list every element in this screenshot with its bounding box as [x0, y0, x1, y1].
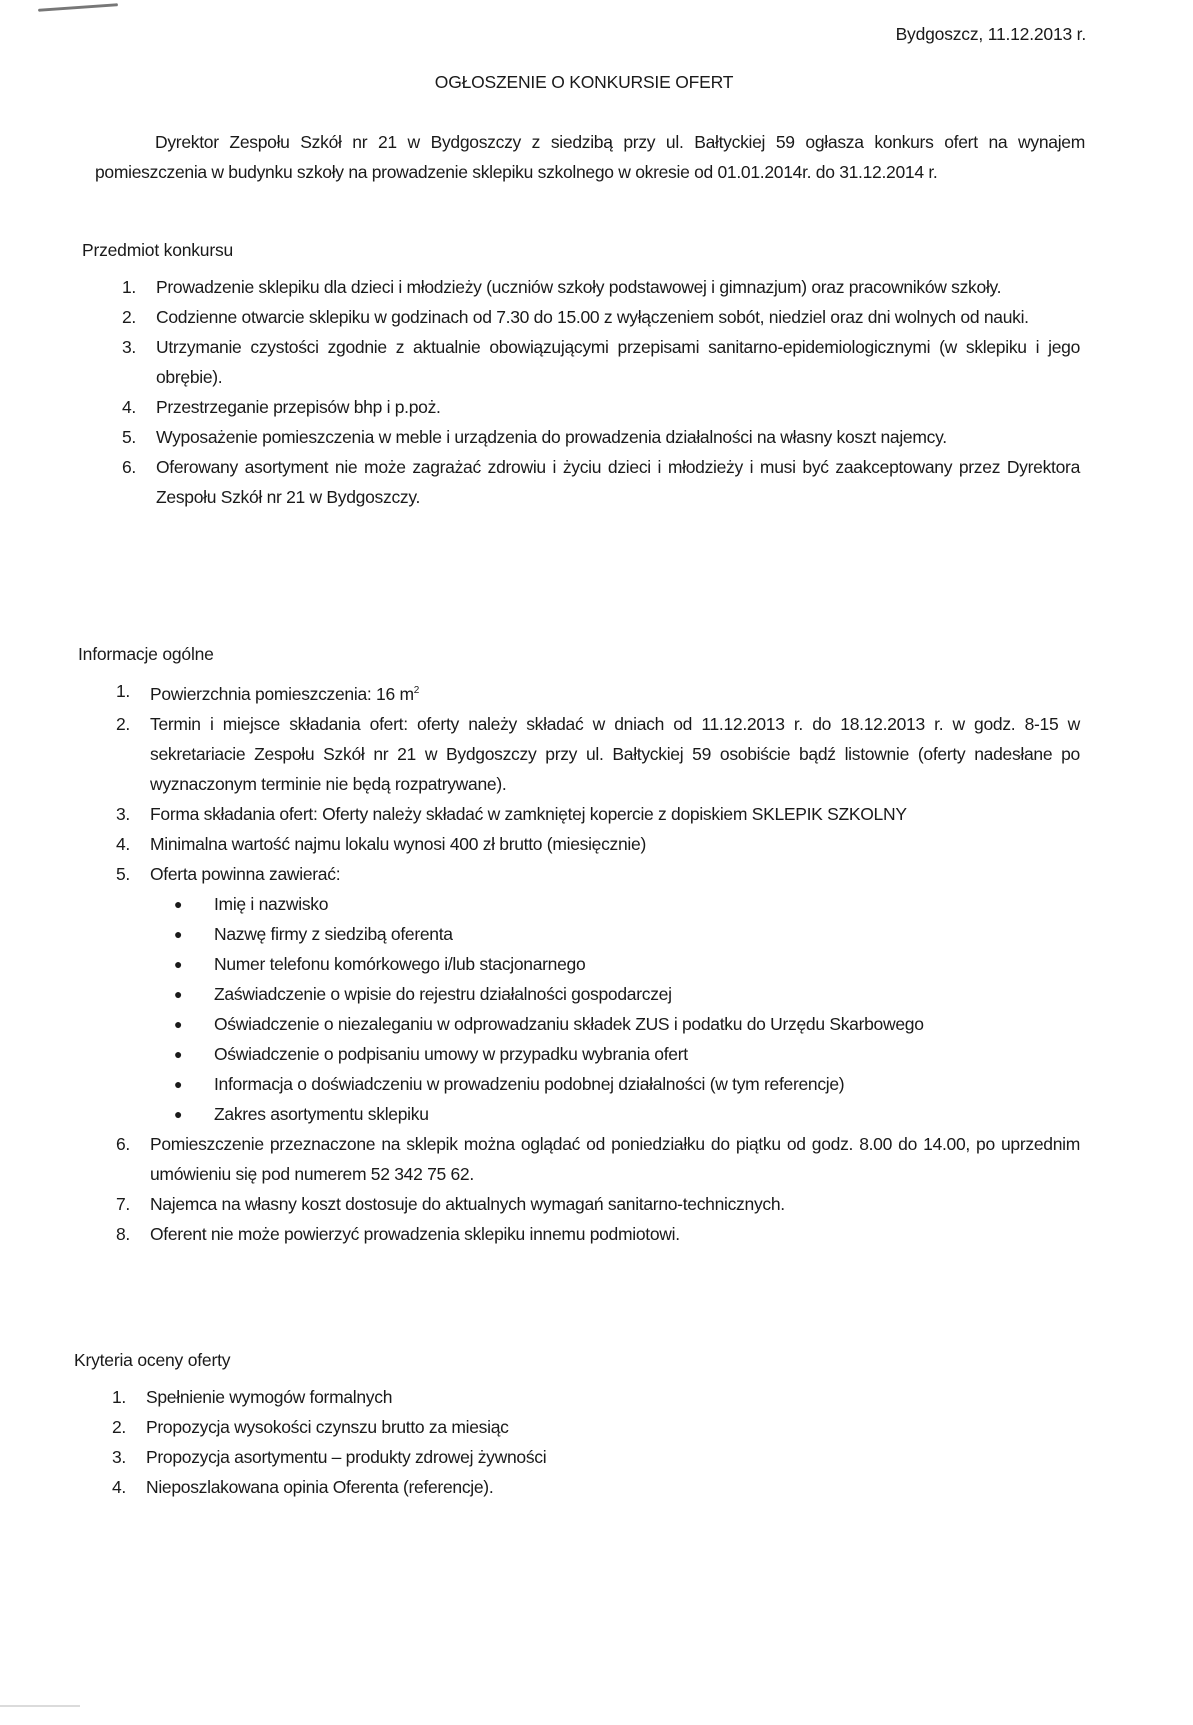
item-number: 6.	[122, 457, 136, 477]
scan-artifact-mark	[38, 3, 118, 12]
section-heading-subject: Przedmiot konkursu	[82, 240, 234, 260]
bullet-list	[174, 889, 1080, 1129]
list-item	[112, 1442, 1012, 1472]
bullet-item	[174, 979, 1080, 1009]
item-text: Prowadzenie sklepiku dla dzieci i młodzieży (uczniów szkoły podstawowej i gimnazjum) oraz pracowników szkoły.	[156, 277, 1002, 297]
bullet-text: Nazwę firmy z siedzibą oferenta	[214, 923, 453, 944]
bullet-text: Oświadczenie o podpisaniu umowy w przypadku wybrania ofert	[214, 1043, 688, 1064]
list-item	[122, 392, 1080, 422]
general-info-list	[116, 676, 1080, 1249]
section-heading-criteria: Kryteria oceny oferty	[74, 1350, 231, 1370]
list-item	[116, 709, 1080, 799]
scan-artifact-mark-bottom	[0, 1705, 80, 1707]
list-item	[112, 1472, 1012, 1502]
item-text: Forma składania ofert: Oferty należy składać w zamkniętej kopercie z dopiskiem SKLEPIK SZKOLNY	[150, 803, 907, 824]
item-text: Nieposzlakowana opinia Oferenta (referencje).	[146, 1477, 494, 1497]
bullet-icon: ●	[174, 985, 183, 1002]
bullet-icon: ●	[174, 1105, 183, 1122]
item-text: Spełnienie wymogów formalnych	[146, 1387, 393, 1407]
item-text: Powierzchnia pomieszczenia: 16 m	[150, 683, 414, 704]
item-text: Oferowany asortyment nie może zagrażać zdrowiu i życiu dzieci i młodzieży i musi być zaakceptowany przez Dyrektora Zespołu Szkół nr 21 w Bydgoszczy.	[156, 457, 1080, 507]
list-item	[112, 1382, 1012, 1412]
item-text: Przestrzeganie przepisów bhp i p.poż.	[156, 397, 441, 417]
item-number: 3.	[116, 803, 130, 824]
item-text: Oferta powinna zawierać:	[150, 863, 341, 884]
bullet-text: Informacja o doświadczeniu w prowadzeniu podobnej działalności (w tym referencje)	[214, 1073, 845, 1094]
bullet-icon: ●	[174, 925, 183, 942]
item-number: 1.	[122, 277, 136, 297]
item-text: Wyposażenie pomieszczenia w meble i urządzenia do prowadzenia działalności na własny koszt najemcy.	[156, 427, 947, 447]
item-number: 2.	[112, 1417, 126, 1437]
item-text: Propozycja wysokości czynszu brutto za miesiąc	[146, 1417, 509, 1437]
list-item	[122, 302, 1080, 332]
bullet-text: Zaświadczenie o wpisie do rejestru działalności gospodarczej	[214, 983, 672, 1004]
list-item	[116, 1129, 1080, 1189]
criteria-list	[112, 1382, 1012, 1502]
superscript: 2	[413, 685, 419, 696]
item-number: 4.	[122, 397, 136, 417]
intro-paragraph	[95, 127, 1085, 187]
list-item	[122, 272, 1080, 302]
item-text: Propozycja asortymentu – produkty zdrowej żywności	[146, 1447, 547, 1467]
bullet-icon: ●	[174, 1075, 183, 1092]
item-text: Pomieszczenie przeznaczone na sklepik można oglądać od poniedziałku do piątku od godz. 8.00 do 14.00, po uprzednim umówieniu się pod numerem 52 342 75 62.	[150, 1133, 1080, 1184]
place-date: Bydgoszcz, 11.12.2013 r.	[895, 24, 1086, 44]
bullet-item	[174, 1009, 1080, 1039]
list-item	[122, 332, 1080, 392]
bullet-item	[174, 1099, 1080, 1129]
bullet-text: Zakres asortymentu sklepiku	[214, 1103, 429, 1124]
list-item	[116, 676, 1080, 709]
bullet-icon: ●	[174, 1015, 183, 1032]
bullet-item	[174, 1039, 1080, 1069]
item-number: 8.	[116, 1223, 130, 1244]
item-text: Codzienne otwarcie sklepiku w godzinach od 7.30 do 15.00 z wyłączeniem sobót, niedziel oraz dni wolnych od nauki.	[156, 307, 1029, 327]
item-number: 4.	[112, 1477, 126, 1497]
item-number: 2.	[122, 307, 136, 327]
subject-list	[122, 272, 1080, 512]
bullet-item	[174, 919, 1080, 949]
list-item	[116, 859, 1080, 1129]
bullet-item	[174, 1069, 1080, 1099]
bullet-icon: ●	[174, 955, 183, 972]
bullet-item	[174, 949, 1080, 979]
item-number: 5.	[122, 427, 136, 447]
item-number: 1.	[116, 681, 130, 701]
intro-text: Dyrektor Zespołu Szkół nr 21 w Bydgoszczy z siedzibą przy ul. Bałtyckiej 59 ogłasza konkurs ofert na wynajem pomieszczenia w budynku szkoły na prowadzenie sklepiku szkolnego w okresie od 01.01.2014r. do 31.12.2014 r.	[95, 132, 1085, 182]
bullet-text: Oświadczenie o niezaleganiu w odprowadzaniu składek ZUS i podatku do Urzędu Skarbowego	[214, 1013, 924, 1034]
item-number: 3.	[122, 337, 136, 357]
item-text: Najemca na własny koszt dostosuje do aktualnych wymagań sanitarno-technicznych.	[150, 1193, 785, 1214]
item-text: Minimalna wartość najmu lokalu wynosi 400 zł brutto (miesięcznie)	[150, 833, 646, 854]
list-item	[112, 1412, 1012, 1442]
bullet-text: Imię i nazwisko	[214, 893, 329, 914]
item-number: 5.	[116, 863, 130, 884]
item-number: 1.	[112, 1387, 126, 1407]
item-number: 3.	[112, 1447, 126, 1467]
list-item	[116, 1189, 1080, 1219]
item-number: 6.	[116, 1133, 130, 1154]
list-item	[122, 452, 1080, 512]
bullet-text: Numer telefonu komórkowego i/lub stacjonarnego	[214, 953, 586, 974]
section-heading-general: Informacje ogólne	[78, 644, 214, 664]
document-title: OGŁOSZENIE O KONKURSIE OFERT	[434, 72, 734, 92]
item-number: 7.	[116, 1193, 130, 1214]
list-item	[116, 1219, 1080, 1249]
list-item	[116, 829, 1080, 859]
item-number: 2.	[116, 713, 130, 734]
bullet-icon: ●	[174, 1045, 183, 1062]
bullet-icon: ●	[174, 895, 183, 912]
item-number: 4.	[116, 833, 130, 854]
bullet-item	[174, 889, 1080, 919]
list-item	[116, 799, 1080, 829]
item-text: Utrzymanie czystości zgodnie z aktualnie obowiązującymi przepisami sanitarno-epidemiologicznymi (w sklepiku i jego obrębie).	[156, 337, 1080, 387]
list-item	[122, 422, 1080, 452]
item-text: Termin i miejsce składania ofert: oferty należy składać w dniach od 11.12.2013 r. do 18.12.2013 r. w godz. 8-15 w sekretariacie Zespołu Szkół nr 21 w Bydgoszczy przy ul. Bałtyckiej 59 osobiście bądź listownie (oferty nadesłane po wyznaczonym terminie nie będą rozpatrywane).	[150, 713, 1080, 794]
item-text: Oferent nie może powierzyć prowadzenia sklepiku innemu podmiotowi.	[150, 1223, 680, 1244]
